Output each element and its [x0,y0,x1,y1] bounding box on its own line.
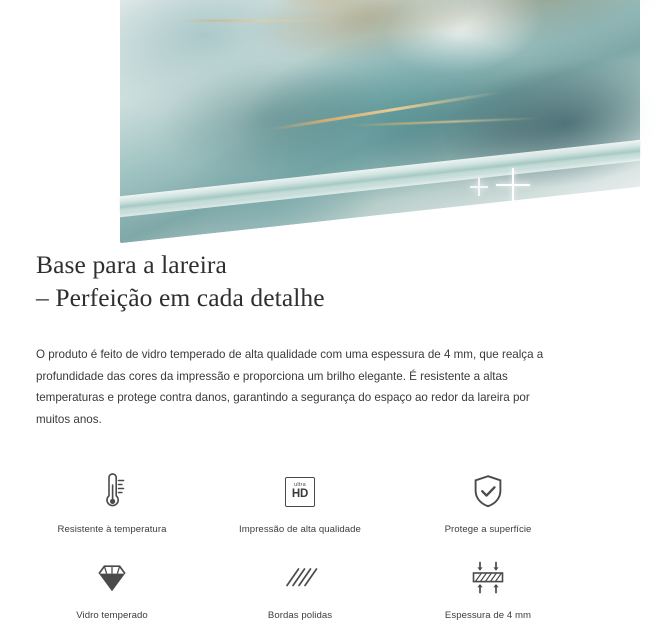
shield-check-icon [470,470,506,514]
diamond-icon [93,556,131,600]
polished-edges-icon [280,556,320,600]
ultra-hd-icon [285,470,315,514]
feature-item-surface-protection [394,460,582,544]
page-title [0,232,600,314]
headline-line-2: – Perfeição em cada detalhe [36,281,564,314]
feature-label: Vidro temperado [76,609,148,622]
headline-line-1: Base para a lareira [36,250,227,279]
feature-label: Impressão de alta qualidade [239,523,361,536]
feature-label: Protege a superfície [445,523,532,536]
ultra-hd-badge-main: HD [292,489,308,501]
description-paragraph: O produto é feito de vidro temperado de alta qualidade com uma espessura de 4 mm, que realça a profundidade das cores da impressão e proporciona um brilho elegante. É resistente a altas temperaturas e protege contra danos, garantindo a segurança do espaço ao redor da lareira por muitos anos. [0,331,600,430]
thermometer-icon [95,470,129,514]
feature-item-thickness [394,546,582,630]
feature-item-temperature [18,460,206,544]
feature-label: Espessura de 4 mm [445,609,531,622]
feature-item-polished-edges [206,546,394,630]
content-block [0,215,600,630]
feature-item-print-quality [206,460,394,544]
feature-label: Bordas polidas [268,609,332,622]
ultra-hd-badge-top: ultra [294,483,306,489]
teal-swirl [370,51,650,211]
feature-label: Resistente à temperatura [58,523,167,536]
feature-item-tempered-glass [18,546,206,630]
feature-grid [0,442,600,630]
hero-image [0,0,600,215]
thickness-icon [466,556,510,600]
gold-swirl [420,0,660,56]
